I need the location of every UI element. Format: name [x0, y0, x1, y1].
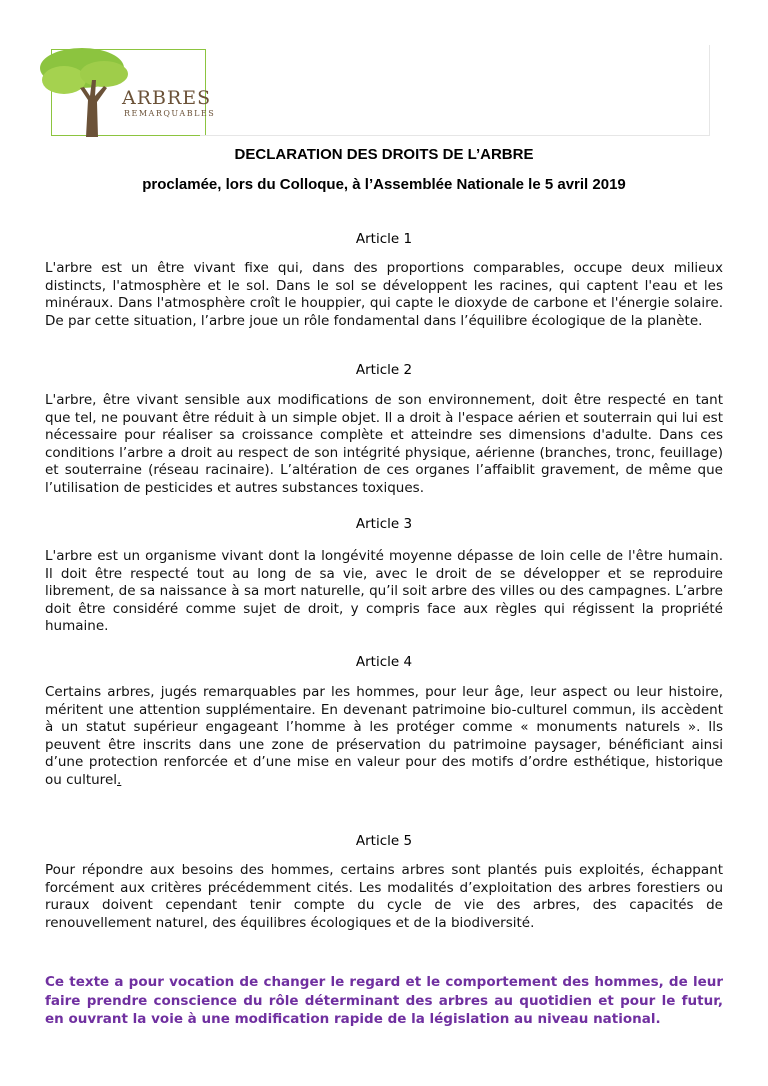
header-vertical-rule	[709, 45, 710, 136]
article-2-text: L'arbre, être vivant sensible aux modifications de son environnement, doit être respecté en tant que tel, ne pouvant être réduit à un simple objet. Il a droit à l'espace aérien et souterrain qui lui est nécessaire pour réaliser sa croissance complète et atteindre ses dimensions d'adulte. Dans ces conditions l’arbre a droit au respect de son intégrité physique, aérienne (branches, tronc, feuillage) et souterraine (réseau racinaire). L’altération de ces organes l’affaiblit gravement, de même que l’utilisation de pesticides et autres substances toxiques.	[45, 392, 723, 496]
article-1-text: L'arbre est un être vivant fixe qui, dans des proportions comparables, occupe deux milieux distincts, l'atmosphère et le sol. Dans le sol se développent les racines, qui captent l'eau et les minéraux. Dans l'atmosphère croît le houppier, qui capte le dioxyde de carbone et l'énergie solaire. De par cette situation, l’arbre joue un rôle fondamental dans l’équilibre écologique de la planète.	[45, 260, 723, 329]
article-5-heading: Article 5	[355, 833, 413, 849]
article-3-heading: Article 3	[355, 516, 413, 532]
logo	[51, 49, 216, 136]
logo-subtitle: REMARQUABLES	[124, 109, 216, 118]
article-2-heading: Article 2	[355, 362, 413, 378]
article-1-heading: Article 1	[355, 231, 413, 247]
document-subtitle: proclamée, lors du Colloque, à l’Assemblée Nationale le 5 avril 2019	[142, 176, 626, 193]
document-title: DECLARATION DES DROITS DE L’ARBRE	[234, 146, 534, 163]
closing-statement: Ce texte a pour vocation de changer le regard et le comportement des hommes, de leur faire prendre conscience du rôle déterminant des arbres au quotidien et pour le futur, en ouvrant la voie à une modification rapide de la législation au niveau national.	[45, 974, 723, 1027]
logo-name: ARBRES	[122, 87, 212, 109]
header-divider	[200, 135, 710, 136]
article-4-end: .	[117, 771, 122, 788]
article-4-heading: Article 4	[355, 654, 413, 670]
article-4-text	[45, 684, 723, 790]
article-4-body: Certains arbres, jugés remarquables par les hommes, pour leur âge, leur aspect ou leur histoire, méritent une attention supplémentaire. En devenant patrimoine bio-culturel commun, ils accèdent à un statut supérieur engageant l’homme à les protéger comme « monuments naturels ». Ils peuvent être inscrits dans une zone de préservation du patrimoine paysager, bénéficiant ainsi d’une protection renforcée et d’une mise en valeur pour des motifs d’ordre esthétique, historique ou culturel	[45, 684, 723, 788]
article-3-text: L'arbre est un organisme vivant dont la longévité moyenne dépasse de loin celle de l'être humain. Il doit être respecté tout au long de sa vie, avec le droit de se développer et se reproduire librement, de sa naissance à sa mort naturelle, qu’il soit arbre des villes ou des campagnes. L’arbre doit être considéré comme sujet de droit, y compris face aux règles qui régissent la propriété humaine.	[45, 548, 723, 635]
article-5-text: Pour répondre aux besoins des hommes, certains arbres sont plantés puis exploités, échappant forcément aux critères précédemment cités. Les modalités d’exploitation des arbres forestiers ou ruraux doivent cependant tenir compte du cycle de vie des arbres, des capacités de renouvellement naturel, des équilibres écologiques et de la biodiversité.	[45, 862, 723, 931]
